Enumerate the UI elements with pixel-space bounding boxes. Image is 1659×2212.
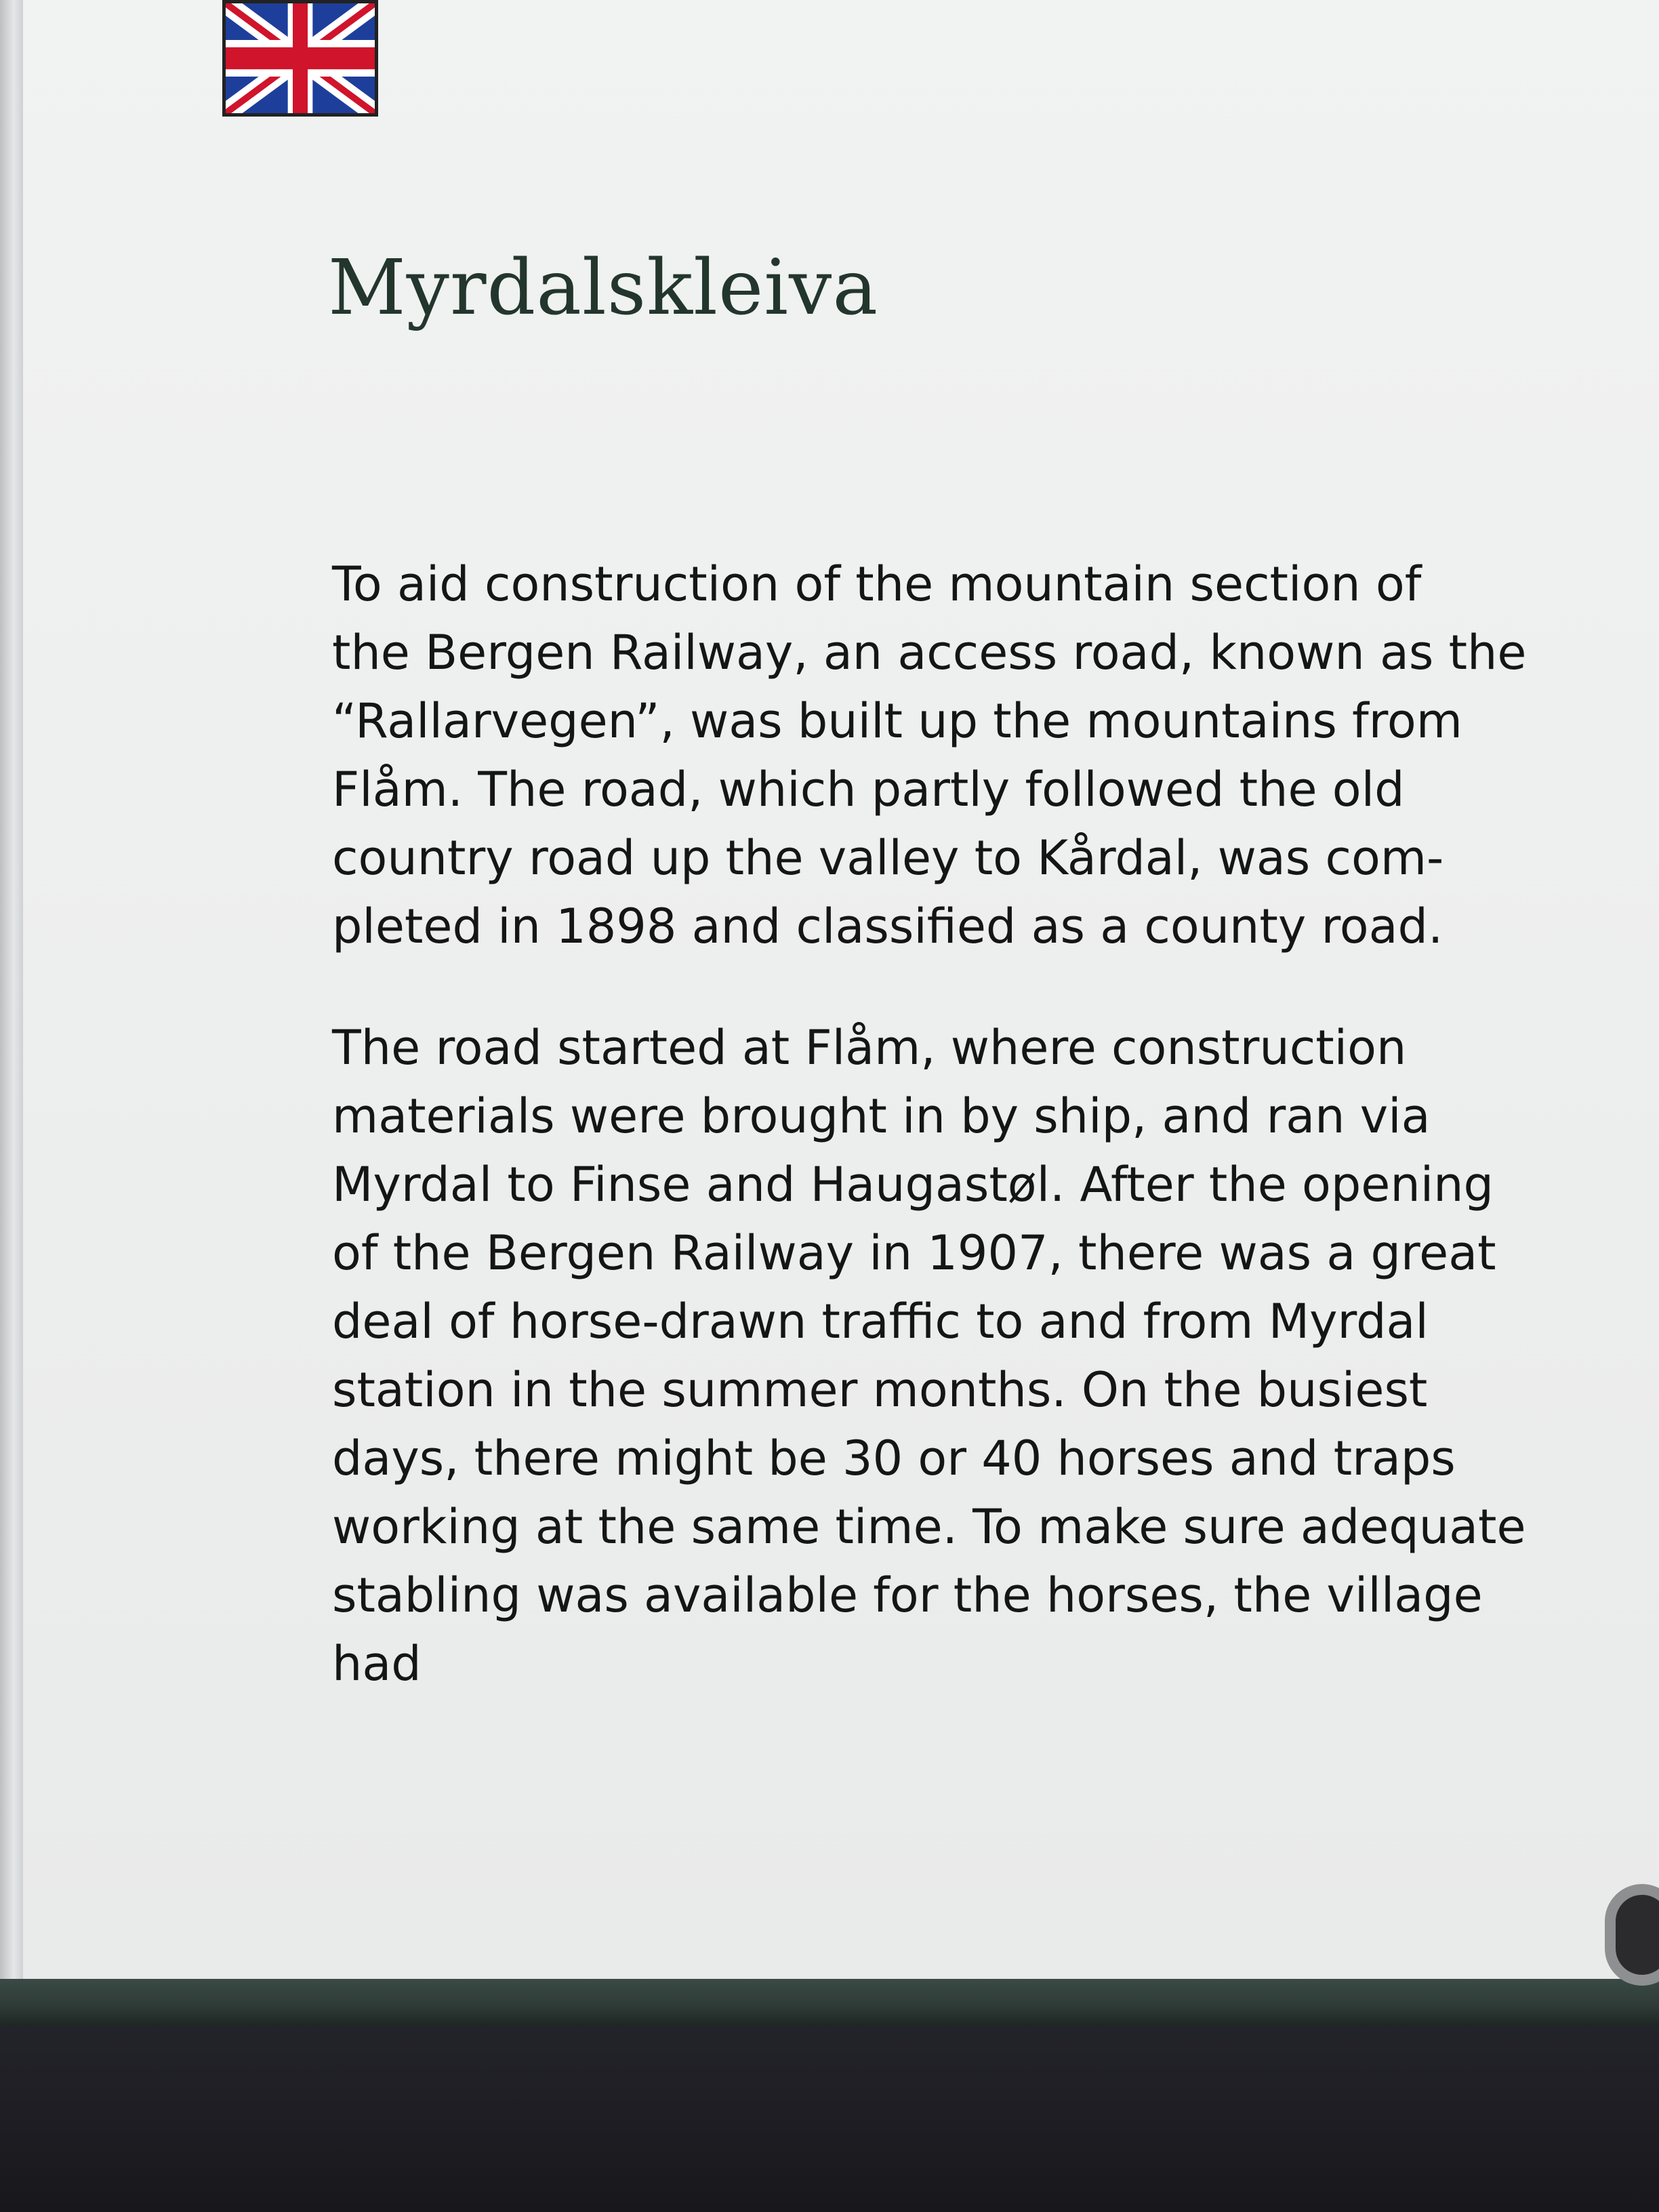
paragraph-2-line: The road started at Flåm, where construction bbox=[332, 1020, 1407, 1076]
paragraph-2-line: days, there might be 30 or 40 horses and traps bbox=[332, 1431, 1456, 1486]
paragraph-2-line: stabling was available for the horses, the village bbox=[332, 1568, 1483, 1623]
union-jack-flag-icon bbox=[222, 0, 378, 117]
frame-bottom-edge bbox=[0, 1979, 1659, 2026]
paragraph-2-line: working at the same time. To make sure adequate bbox=[332, 1499, 1526, 1555]
paragraph-1-line: pleted in 1898 and classified as a county road. bbox=[332, 899, 1443, 954]
paragraph-2 bbox=[332, 1014, 1633, 1698]
paragraph-2-line: had bbox=[332, 1636, 422, 1692]
binder-ring bbox=[1605, 1884, 1659, 1986]
paragraph-1 bbox=[332, 550, 1633, 961]
sign-title: Myrdalskleiva bbox=[328, 244, 879, 332]
paragraph-2-line: materials were brought in by ship, and ran via bbox=[332, 1088, 1431, 1144]
paragraph-1-line: country road up the valley to Kårdal, was com- bbox=[332, 830, 1444, 886]
background-shadow bbox=[0, 2026, 1659, 2212]
paragraph-2-line: station in the summer months. On the busiest bbox=[332, 1362, 1428, 1418]
paragraph-1-line: To aid construction of the mountain section of bbox=[332, 556, 1422, 612]
paragraph-2-line: of the Bergen Railway in 1907, there was a great bbox=[332, 1225, 1496, 1281]
paragraph-1-line: Flåm. The road, which partly followed the old bbox=[332, 762, 1405, 817]
paragraph-1-line: “Rallarvegen”, was built up the mountains from bbox=[332, 693, 1462, 749]
paragraph-1-line: the Bergen Railway, an access road, known as the bbox=[332, 625, 1527, 680]
panel-left-edge bbox=[0, 0, 23, 1992]
paragraph-2-line: Myrdal to Finse and Haugastøl. After the opening bbox=[332, 1157, 1494, 1212]
paragraph-2-line: deal of horse-drawn traffic to and from Myrdal bbox=[332, 1294, 1429, 1349]
